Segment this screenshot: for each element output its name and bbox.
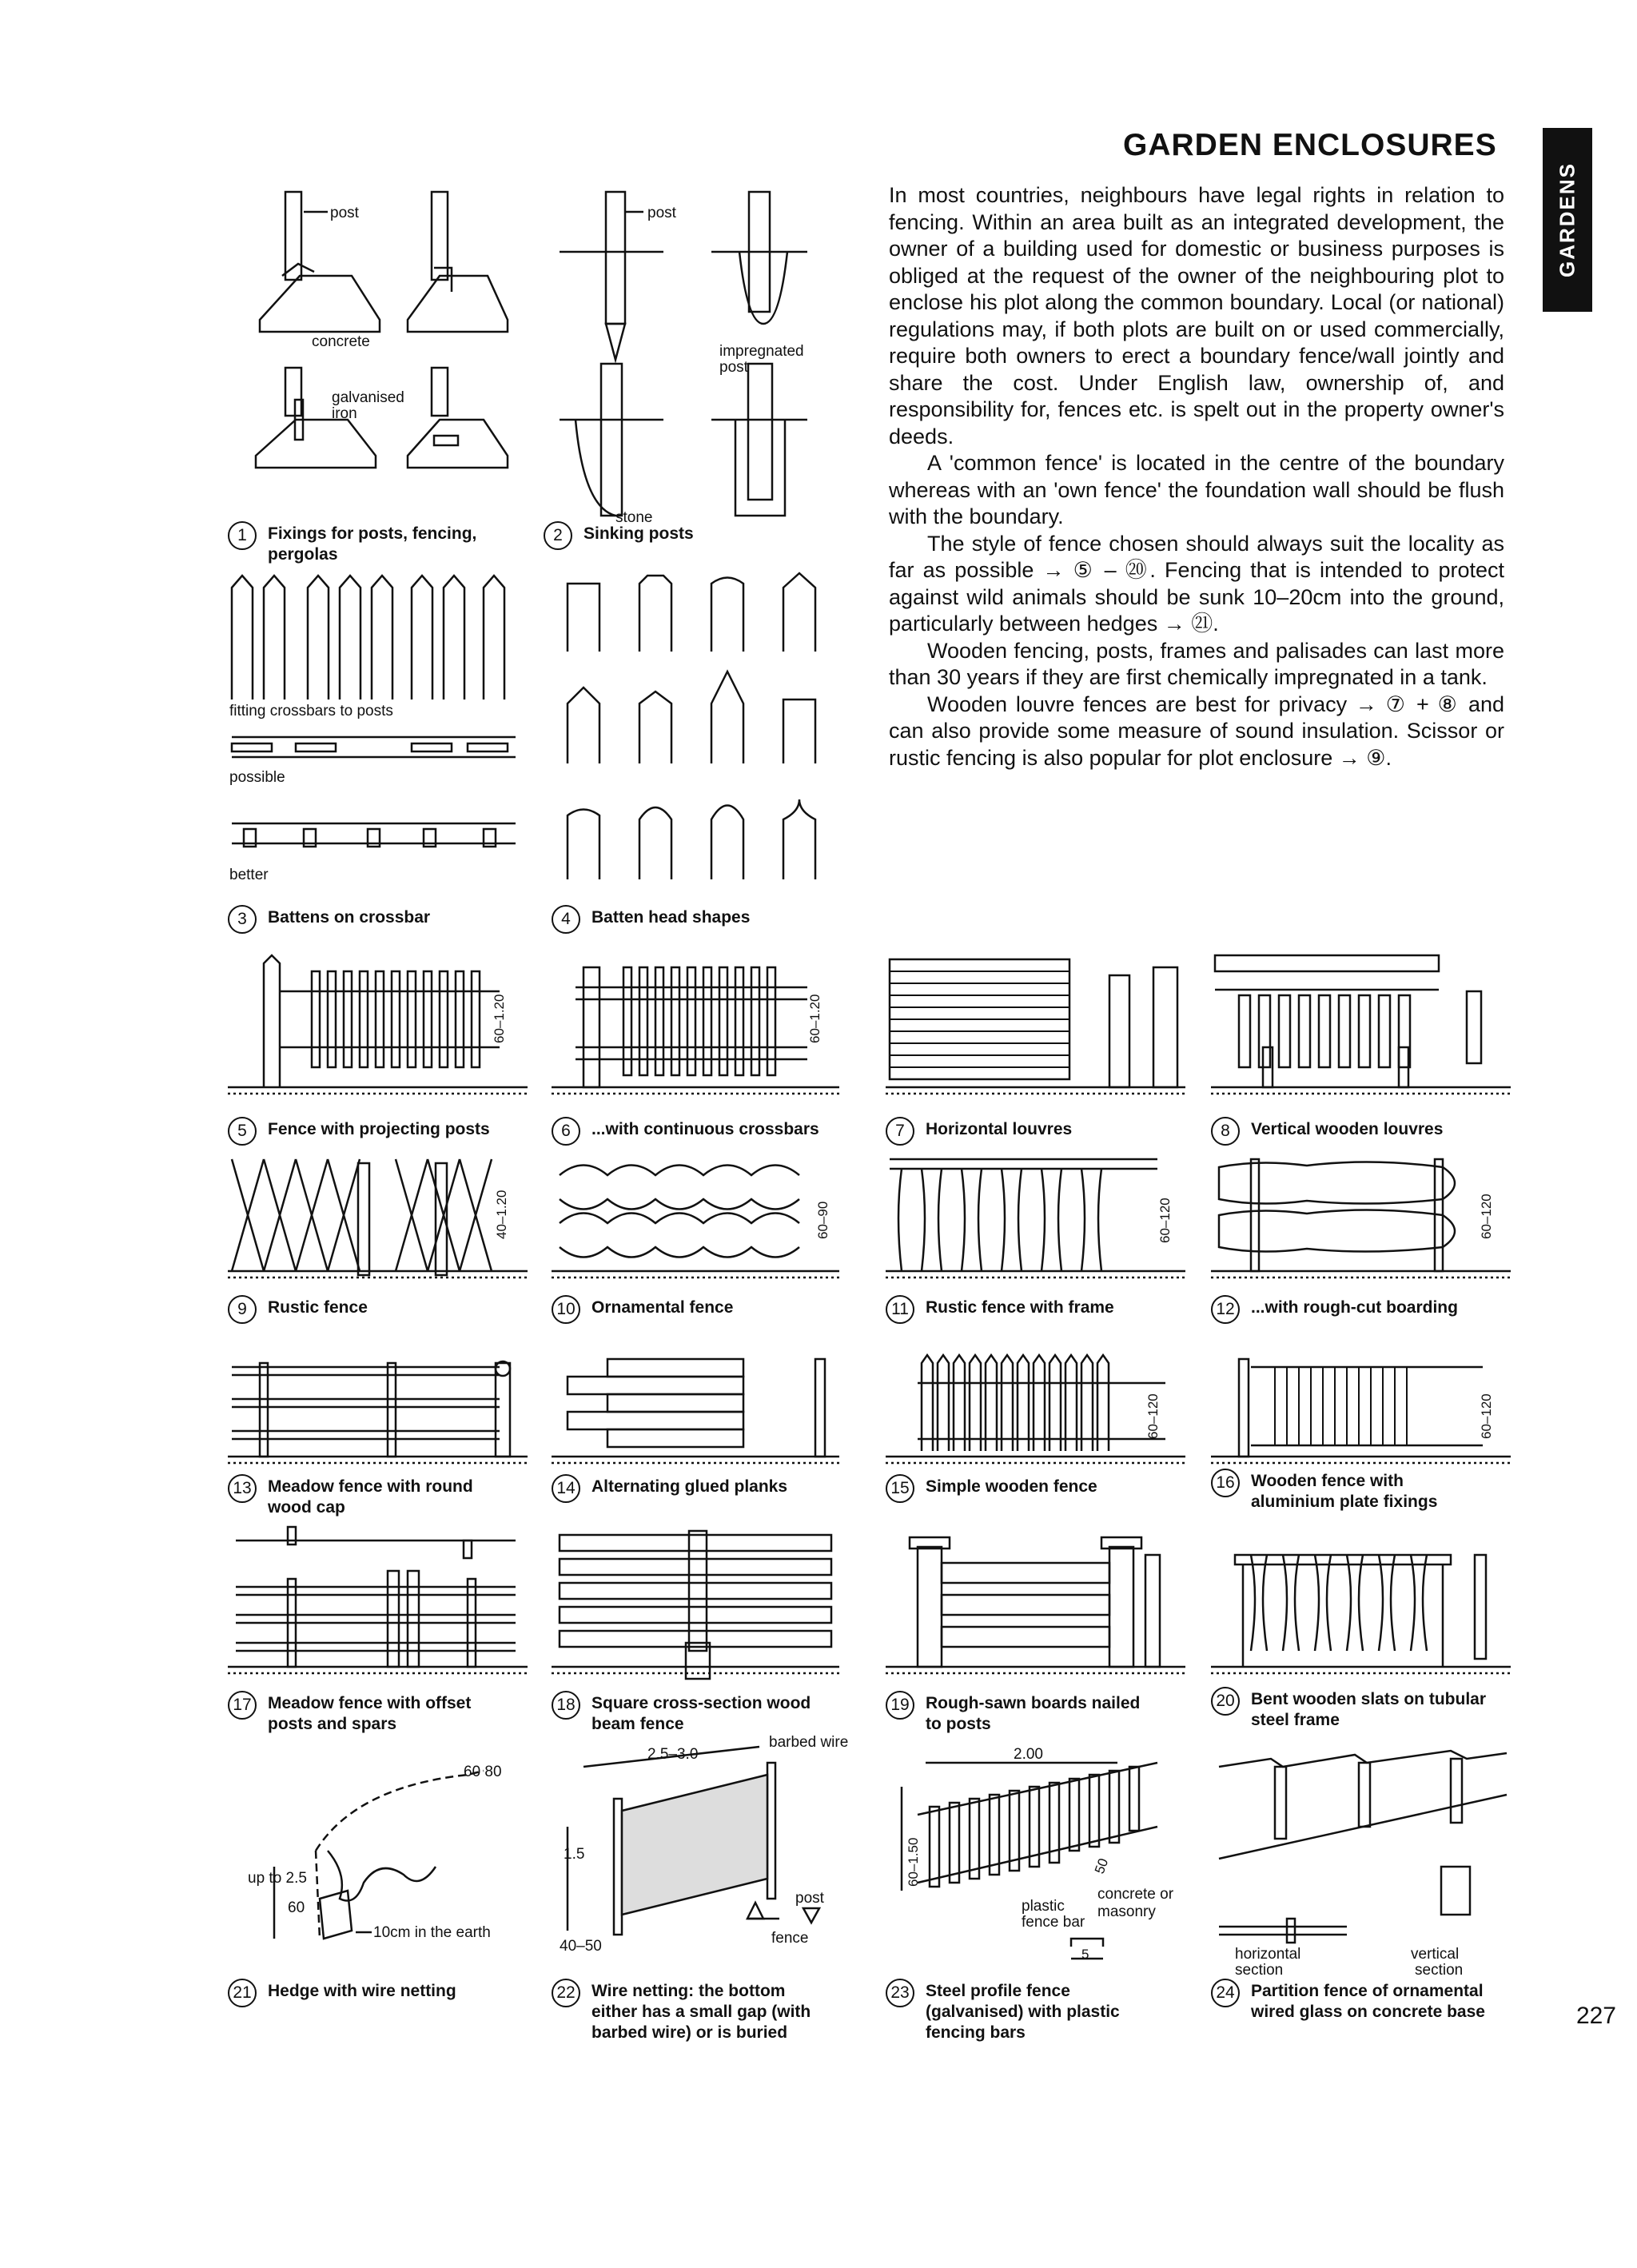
dim-label: 5 (1081, 1947, 1089, 1962)
caption-text: ...with rough-cut boarding (1251, 1298, 1458, 1317)
figure-number: 18 (552, 1691, 580, 1720)
figure-24-caption (1211, 1981, 1515, 2023)
body-text (889, 182, 1504, 771)
figure-9-caption (228, 1297, 532, 1324)
caption-text: Sinking posts (584, 524, 694, 543)
label-post: post (330, 205, 359, 221)
label-galvanised: galvanised (332, 389, 404, 406)
label-15: 1.5 (564, 1846, 585, 1863)
figure-7-drawing (886, 951, 1189, 1099)
paragraph: A 'common fence' is located in the centre of the boundary whereas with an 'own fence' the foundation wall should be flush with the boundary. (889, 451, 1504, 528)
label-60-80: 60 80 (464, 1764, 502, 1780)
figure-14-caption (552, 1477, 855, 1503)
caption-text: Partition fence of ornamental wired glass on concrete base (1251, 1982, 1485, 2021)
figure-number: 8 (1211, 1117, 1240, 1146)
caption-text: Bent wooden slats on tubular steel frame (1251, 1690, 1487, 1729)
caption-text: Battens on crossbar (268, 908, 431, 927)
dim-label: 40–1.20 (494, 1190, 509, 1239)
caption-text: Wooden fence with aluminium plate fixings (1251, 1472, 1438, 1511)
label-concrete: concrete (312, 333, 370, 350)
figure-number: 21 (228, 1979, 257, 2007)
label-fence-bar: fence bar (1022, 1914, 1085, 1931)
figure-11-drawing (886, 1151, 1189, 1291)
paragraph: In most countries, neighbours have legal rights in relation to fencing. Within an area built as an integrated development, the owner of a building used for domestic or business purposes is obliged at the request of the owner of the neighbouring plot to enclose his plot along the common boundary. Local (or national) regulations may, if both plots are built on or used commercially, require both owners to erect a boundary fence/wall jointly and share the cost. Under English law, ownership of, and responsibility for, fences etc. is spelt out in the property owner's deeds. (889, 183, 1504, 448)
figure-18-drawing (552, 1523, 843, 1683)
figure-number: 24 (1211, 1979, 1240, 2007)
caption-text: Simple wooden fence (926, 1477, 1097, 1496)
dim-label: 60–120 (1479, 1194, 1494, 1239)
label-40-50: 40–50 (560, 1938, 602, 1955)
figure-2-drawing (544, 188, 839, 524)
figure-number: 20 (1211, 1687, 1240, 1716)
paragraph: The style of fence chosen should always suit the locality as far as possible → ⑤ – ⑳. Fencing that is intended to protect against wild animals should be sunk 10–20cm into the ground, particularly between hedges → ㉑. (889, 531, 1504, 636)
caption-text: Meadow fence with offset posts and spars (268, 1694, 472, 1733)
figure-21-drawing (228, 1747, 532, 1959)
label-barbed: barbed wire (769, 1734, 849, 1751)
figure-20-caption (1211, 1689, 1515, 1731)
label-concrete: concrete or (1097, 1886, 1174, 1903)
figure-22-drawing (552, 1731, 847, 1963)
figure-11-caption (886, 1297, 1189, 1324)
figure-3-caption (228, 907, 532, 934)
figure-17-caption (228, 1693, 532, 1735)
page-title: GARDEN ENCLOSURES (1123, 128, 1497, 162)
caption-text: Steel profile fence (galvanised) with plastic fencing bars (926, 1982, 1120, 2042)
label-post: post (795, 1890, 824, 1907)
figure-number: 9 (228, 1295, 257, 1324)
dim-label: 50 (1091, 1856, 1112, 1876)
caption-text: Fixings for posts, fencing, pergolas (268, 524, 477, 564)
label-horizontal: horizontal (1235, 1946, 1301, 1963)
label-possible: possible (229, 769, 285, 786)
figure-10-caption (552, 1297, 855, 1324)
figure-number: 19 (886, 1691, 914, 1720)
figure-19-drawing (886, 1523, 1189, 1683)
figure-number: 22 (552, 1979, 580, 2007)
label-section: section (1235, 1962, 1284, 1979)
figure-number: 12 (1211, 1295, 1240, 1324)
section-tab-label: GARDENS (1555, 161, 1579, 278)
figure-17-drawing (228, 1523, 532, 1683)
figure-13-caption (228, 1477, 532, 1518)
caption-text: Rough-sawn boards nailed to posts (926, 1694, 1141, 1733)
paragraph: Wooden fencing, posts, frames and palisades can last more than 30 years if they are first chemically impregnated in a tank. (889, 638, 1504, 689)
figure-18-caption (552, 1693, 855, 1735)
page-number: 227 (1575, 2003, 1616, 2029)
figure-1-caption (228, 524, 540, 565)
dim-label: 60–120 (1145, 1393, 1161, 1439)
figure-4-drawing (552, 572, 839, 891)
figure-number: 4 (552, 905, 580, 934)
dim-label: 60–90 (815, 1201, 830, 1239)
figure-20-drawing (1211, 1523, 1515, 1683)
figure-number: 16 (1211, 1469, 1240, 1497)
figure-number: 1 (228, 521, 257, 550)
label-25-30: 2.5–3.0 (647, 1746, 699, 1763)
caption-text: Rustic fence with frame (926, 1298, 1114, 1317)
figure-number: 2 (544, 521, 572, 550)
figure-15-drawing (886, 1351, 1189, 1471)
figure-number: 13 (228, 1474, 257, 1503)
figure-number: 3 (228, 905, 257, 934)
label-masonry: masonry (1097, 1903, 1156, 1920)
label-fitting: fitting crossbars to posts (229, 703, 393, 719)
figure-23-drawing (886, 1731, 1189, 1963)
caption-text: Batten head shapes (591, 908, 751, 927)
caption-text: ...with continuous crossbars (591, 1120, 819, 1138)
dim-label: 60–120 (1157, 1198, 1173, 1243)
figure-22-caption (552, 1981, 855, 2043)
label-earth: 10cm in the earth (373, 1924, 491, 1941)
figure-5-caption (228, 1119, 532, 1146)
figure-number: 23 (886, 1979, 914, 2007)
paragraph: Wooden louvre fences are best for privacy → ⑦ + ⑧ and can also provide some measure of sound insulation. Scissor or rustic fencing is also popular for plot enclosure → ⑨. (889, 692, 1504, 770)
figure-16-caption (1211, 1471, 1515, 1513)
label-stone: stone (615, 509, 653, 526)
figure-14-drawing (552, 1351, 843, 1471)
figure-number: 5 (228, 1117, 257, 1146)
figure-12-caption (1211, 1297, 1515, 1324)
label-200: 2.00 (1014, 1746, 1043, 1763)
figure-number: 10 (552, 1295, 580, 1324)
label-plastic: plastic (1022, 1898, 1065, 1915)
figure-3-drawing (228, 572, 528, 891)
figure-4-caption (552, 907, 839, 934)
figure-1-drawing (228, 188, 532, 512)
figure-6-drawing (552, 951, 843, 1099)
figure-13-drawing (228, 1351, 532, 1471)
figure-19-caption (886, 1693, 1189, 1735)
figure-24-drawing (1211, 1731, 1515, 1979)
label-fence: fence (771, 1930, 809, 1947)
label-up-to: up to 2.5 (248, 1870, 307, 1887)
figure-10-drawing (552, 1151, 843, 1291)
figure-number: 15 (886, 1474, 914, 1503)
label-vertical: vertical (1411, 1946, 1460, 1963)
caption-text: Rustic fence (268, 1298, 368, 1317)
label-post-2: post (719, 359, 748, 376)
section-tab (1543, 128, 1592, 312)
label-better: better (229, 867, 269, 883)
figure-2-caption (544, 524, 807, 550)
figure-23-caption (886, 1981, 1189, 2043)
figure-number: 6 (552, 1117, 580, 1146)
caption-text: Square cross-section wood beam fence (591, 1694, 811, 1733)
caption-text: Vertical wooden louvres (1251, 1120, 1444, 1138)
figure-number: 7 (886, 1117, 914, 1146)
figure-12-drawing (1211, 1151, 1515, 1291)
caption-text: Fence with projecting posts (268, 1120, 490, 1138)
figure-number: 14 (552, 1474, 580, 1503)
caption-text: Hedge with wire netting (268, 1982, 456, 2000)
figure-8-caption (1211, 1119, 1515, 1146)
figure-number: 11 (886, 1295, 914, 1324)
label-iron: iron (332, 405, 357, 422)
caption-text: Horizontal louvres (926, 1120, 1073, 1138)
label-section-2: section (1415, 1962, 1464, 1979)
figure-9-drawing (228, 1151, 532, 1291)
figure-6-caption (552, 1119, 855, 1146)
figure-16-drawing (1211, 1351, 1515, 1471)
dim-label: 60–1.50 (906, 1837, 921, 1887)
caption-text: Meadow fence with round wood cap (268, 1477, 473, 1517)
figure-21-caption (228, 1981, 532, 2007)
dim-label: 60–1.20 (492, 994, 507, 1043)
figure-8-drawing (1211, 951, 1515, 1099)
dim-label: 60–1.20 (807, 994, 822, 1043)
caption-text: Wire netting: the bottom either has a small gap (with barbed wire) or is buried (591, 1982, 811, 2042)
figure-5-drawing (228, 951, 532, 1099)
figure-number: 17 (228, 1691, 257, 1720)
figure-7-caption (886, 1119, 1189, 1146)
label-60: 60 (288, 1899, 305, 1916)
caption-text: Ornamental fence (591, 1298, 734, 1317)
dim-label: 60–120 (1479, 1393, 1494, 1439)
label-post: post (647, 205, 676, 221)
label-impregnated: impregnated (719, 343, 804, 360)
figure-15-caption (886, 1477, 1189, 1503)
caption-text: Alternating glued planks (591, 1477, 788, 1496)
